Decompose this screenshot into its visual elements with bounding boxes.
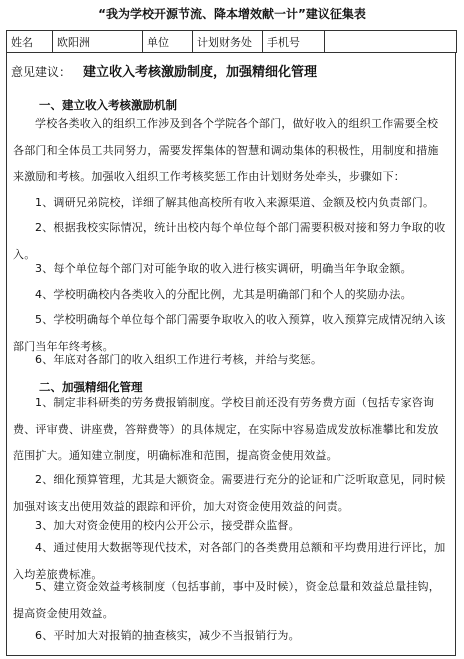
section1-item-6: 6、年底对各部门的收入组织工作进行考核，并给与奖惩。 — [35, 353, 323, 366]
info-table — [6, 30, 457, 53]
section1-item-5: 5、学校明确每个单位每个部门需要争取收入的收入预算，收入预算完成情况纳入该部门当年年终考核。 — [13, 313, 446, 353]
section2-item-2: 2、细化预算管理，尤其是大额资金。需要进行充分的论证和广泛听取意见，同时候加强对该支出使用效益的跟踪和评价，加大对资金使用效益的问责。 — [13, 473, 446, 513]
name-label: 姓名 — [7, 31, 53, 53]
unit-label: 单位 — [143, 31, 193, 53]
opinion-title: 建立收入考核激励制度，加强精细化管理 — [83, 65, 318, 80]
section2-item-5: 5、建立资金效益考核制度（包括事前，事中及时候），资金总量和效益总量挂钩，提高资金使用效益。 — [13, 580, 440, 620]
section1-item-2: 2、根据我校实际情况，统计出校内每个单位每个部门需要积极对接和努力争取的收入。 — [13, 221, 446, 261]
phone-label: 手机号 — [263, 31, 325, 53]
opinion-header — [11, 63, 317, 82]
unit-value: 计划财务处 — [193, 31, 263, 53]
document-title: “我为学校开源节流、降本增效献一计”建议征集表 — [98, 7, 366, 21]
section1-item-3: 3、每个单位每个部门对可能争取的收入进行核实调研，明确当年争取金额。 — [35, 262, 412, 275]
phone-value — [325, 31, 457, 53]
section1-item-1: 1、调研兄弟院校，详细了解其他高校所有收入来源渠道、金额及校内负责部门。 — [35, 196, 435, 209]
section2-item-1: 1、制定非科研类的劳务费报销制度。学校目前还没有劳务费方面（包括专家咨询费、评审费、讲座费，答辩费等）的具体规定，在实际中容易造成发放标准攀比和发放范围扩大。通知建立制度，明确标准和范围，提高资金使用效益。 — [13, 396, 439, 462]
section2-item-3: 3、加大对资金使用的校内公开公示，接受群众监督。 — [35, 519, 300, 532]
info-row — [7, 31, 457, 53]
name-value: 欧阳洲 — [53, 31, 143, 53]
section2-item-6: 6、平时加大对报销的抽查核实，减少不当报销行为。 — [35, 629, 300, 642]
section1-intro: 学校各类收入的组织工作涉及到各个学院各个部门，做好收入的组织工作需要全校各部门和全体员工共同努力，需要发挥集体的智慧和调动集体的积极性，用制度和措施来激励和考核。加强收入组织工作考核奖惩工作由计划财务处牵头，步骤如下： — [13, 117, 439, 183]
section2-title: 二、加强精细化管理 — [39, 380, 143, 394]
section1-item-4: 4、学校明确校内各类收入的分配比例，尤其是明确部门和个人的奖励办法。 — [35, 288, 412, 301]
opinion-label: 意见建议： — [11, 65, 72, 79]
opinion-box — [6, 53, 456, 656]
section1-title: 一、建立收入考核激励机制 — [39, 98, 177, 112]
section2-item-4: 4、通过使用大数据等现代技术，对各部门的各类费用总额和平均费用进行评比，加入均差旅费标准。 — [13, 541, 446, 581]
